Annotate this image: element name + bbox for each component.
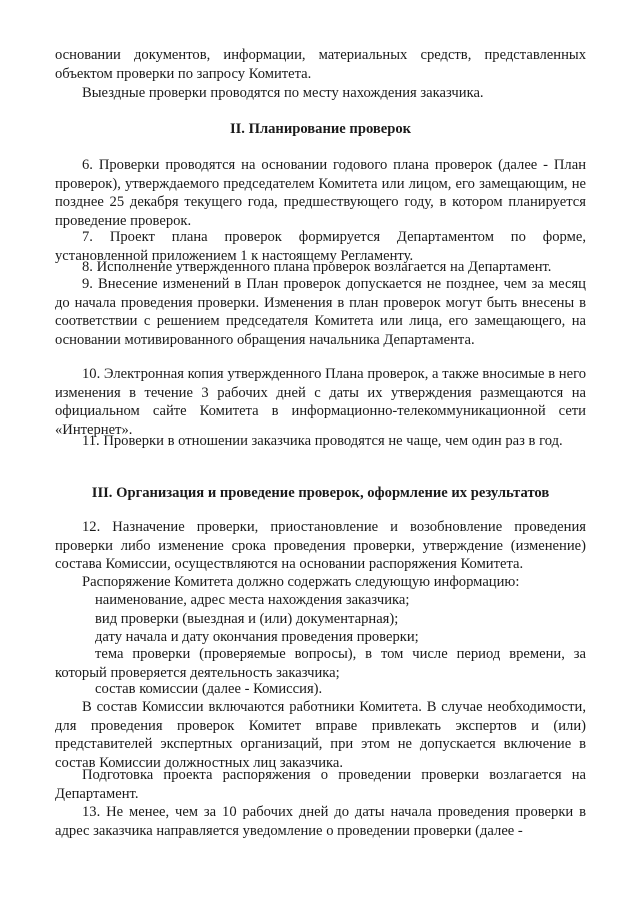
list-item-name-address: наименование, адрес места нахождения заказчика; <box>95 592 410 608</box>
paragraph-13: 13. Не менее, чем за 10 рабочих дней до даты начала проведения проверки в адрес заказчика направляется уведомление о проведении проверки (далее - <box>55 804 586 839</box>
paragraph-8: 8. Исполнение утвержденного плана проверок возлагается на Департамент. <box>82 259 552 275</box>
paragraph-6: 6. Проверки проводятся на основании годового плана проверок (далее - План проверок), утверждаемого председателем Комитета или лицом, его замещающим, не позднее 25 декабря текущего года, предшествующего году, в котором планируется проведение проверок. <box>55 157 586 229</box>
paragraph-10: 10. Электронная копия утвержденного Плана проверок, а также вносимые в него изменения в течение 3 рабочих дней с даты их утверждения размещаются на официальном сайте Комитета в информационно-телекоммуникационной сети «Интернет». <box>55 366 586 438</box>
paragraph-order-contents: Распоряжение Комитета должно содержать следующую информацию: <box>82 574 520 590</box>
paragraph-onsite-inspections: Выездные проверки проводятся по месту нахождения заказчика. <box>82 85 484 101</box>
list-item-topic: тема проверки (проверяемые вопросы), в том числе период времени, за который проверяется деятельность заказчика; <box>55 646 586 681</box>
list-item-inspection-type: вид проверки (выездная и (или) документарная); <box>95 611 399 627</box>
paragraph-7: 7. Проект плана проверок формируется Департаментом по форме, установленной приложением 1 к настоящему Регламенту. <box>55 229 586 264</box>
list-item-dates: дату начала и дату окончания проведения проверки; <box>95 629 419 645</box>
paragraph-order-preparation: Подготовка проекта распоряжения о проведении проверки возлагается на Департамент. <box>55 767 586 802</box>
paragraph-9: 9. Внесение изменений в План проверок допускается не позднее, чем за месяц до начала проведения проверки. Изменения в план проверок могут быть внесены в соответствии с решением председателя Комитета или лица, его замещающего, на основании мотивированного обращения начальника Департамента. <box>55 276 586 348</box>
list-item-commission: состав комиссии (далее - Комиссия). <box>95 681 323 697</box>
section-heading-organization: III. Организация и проведение проверок, оформление их результатов <box>91 485 550 501</box>
paragraph-continuation: основании документов, информации, материальных средств, представленных объектом проверки по запросу Комитета. <box>55 47 586 82</box>
paragraph-12: 12. Назначение проверки, приостановление и возобновление проведения проверки либо изменение срока проведения проверки, утверждение (изменение) состава Комиссии, осуществляются на основании распоряжения Комитета. <box>55 519 586 573</box>
section-heading-planning: II. Планирование проверок <box>229 121 412 137</box>
paragraph-commission-members: В состав Комиссии включаются работники Комитета. В случае необходимости, для проведения проверок Комитет вправе привлекать экспертов и (или) представителей экспертных организаций, при этом не допускается включение в состав Комиссии должностных лиц заказчика. <box>55 699 586 771</box>
paragraph-11: 11. Проверки в отношении заказчика проводятся не чаще, чем один раз в год. <box>82 433 563 449</box>
